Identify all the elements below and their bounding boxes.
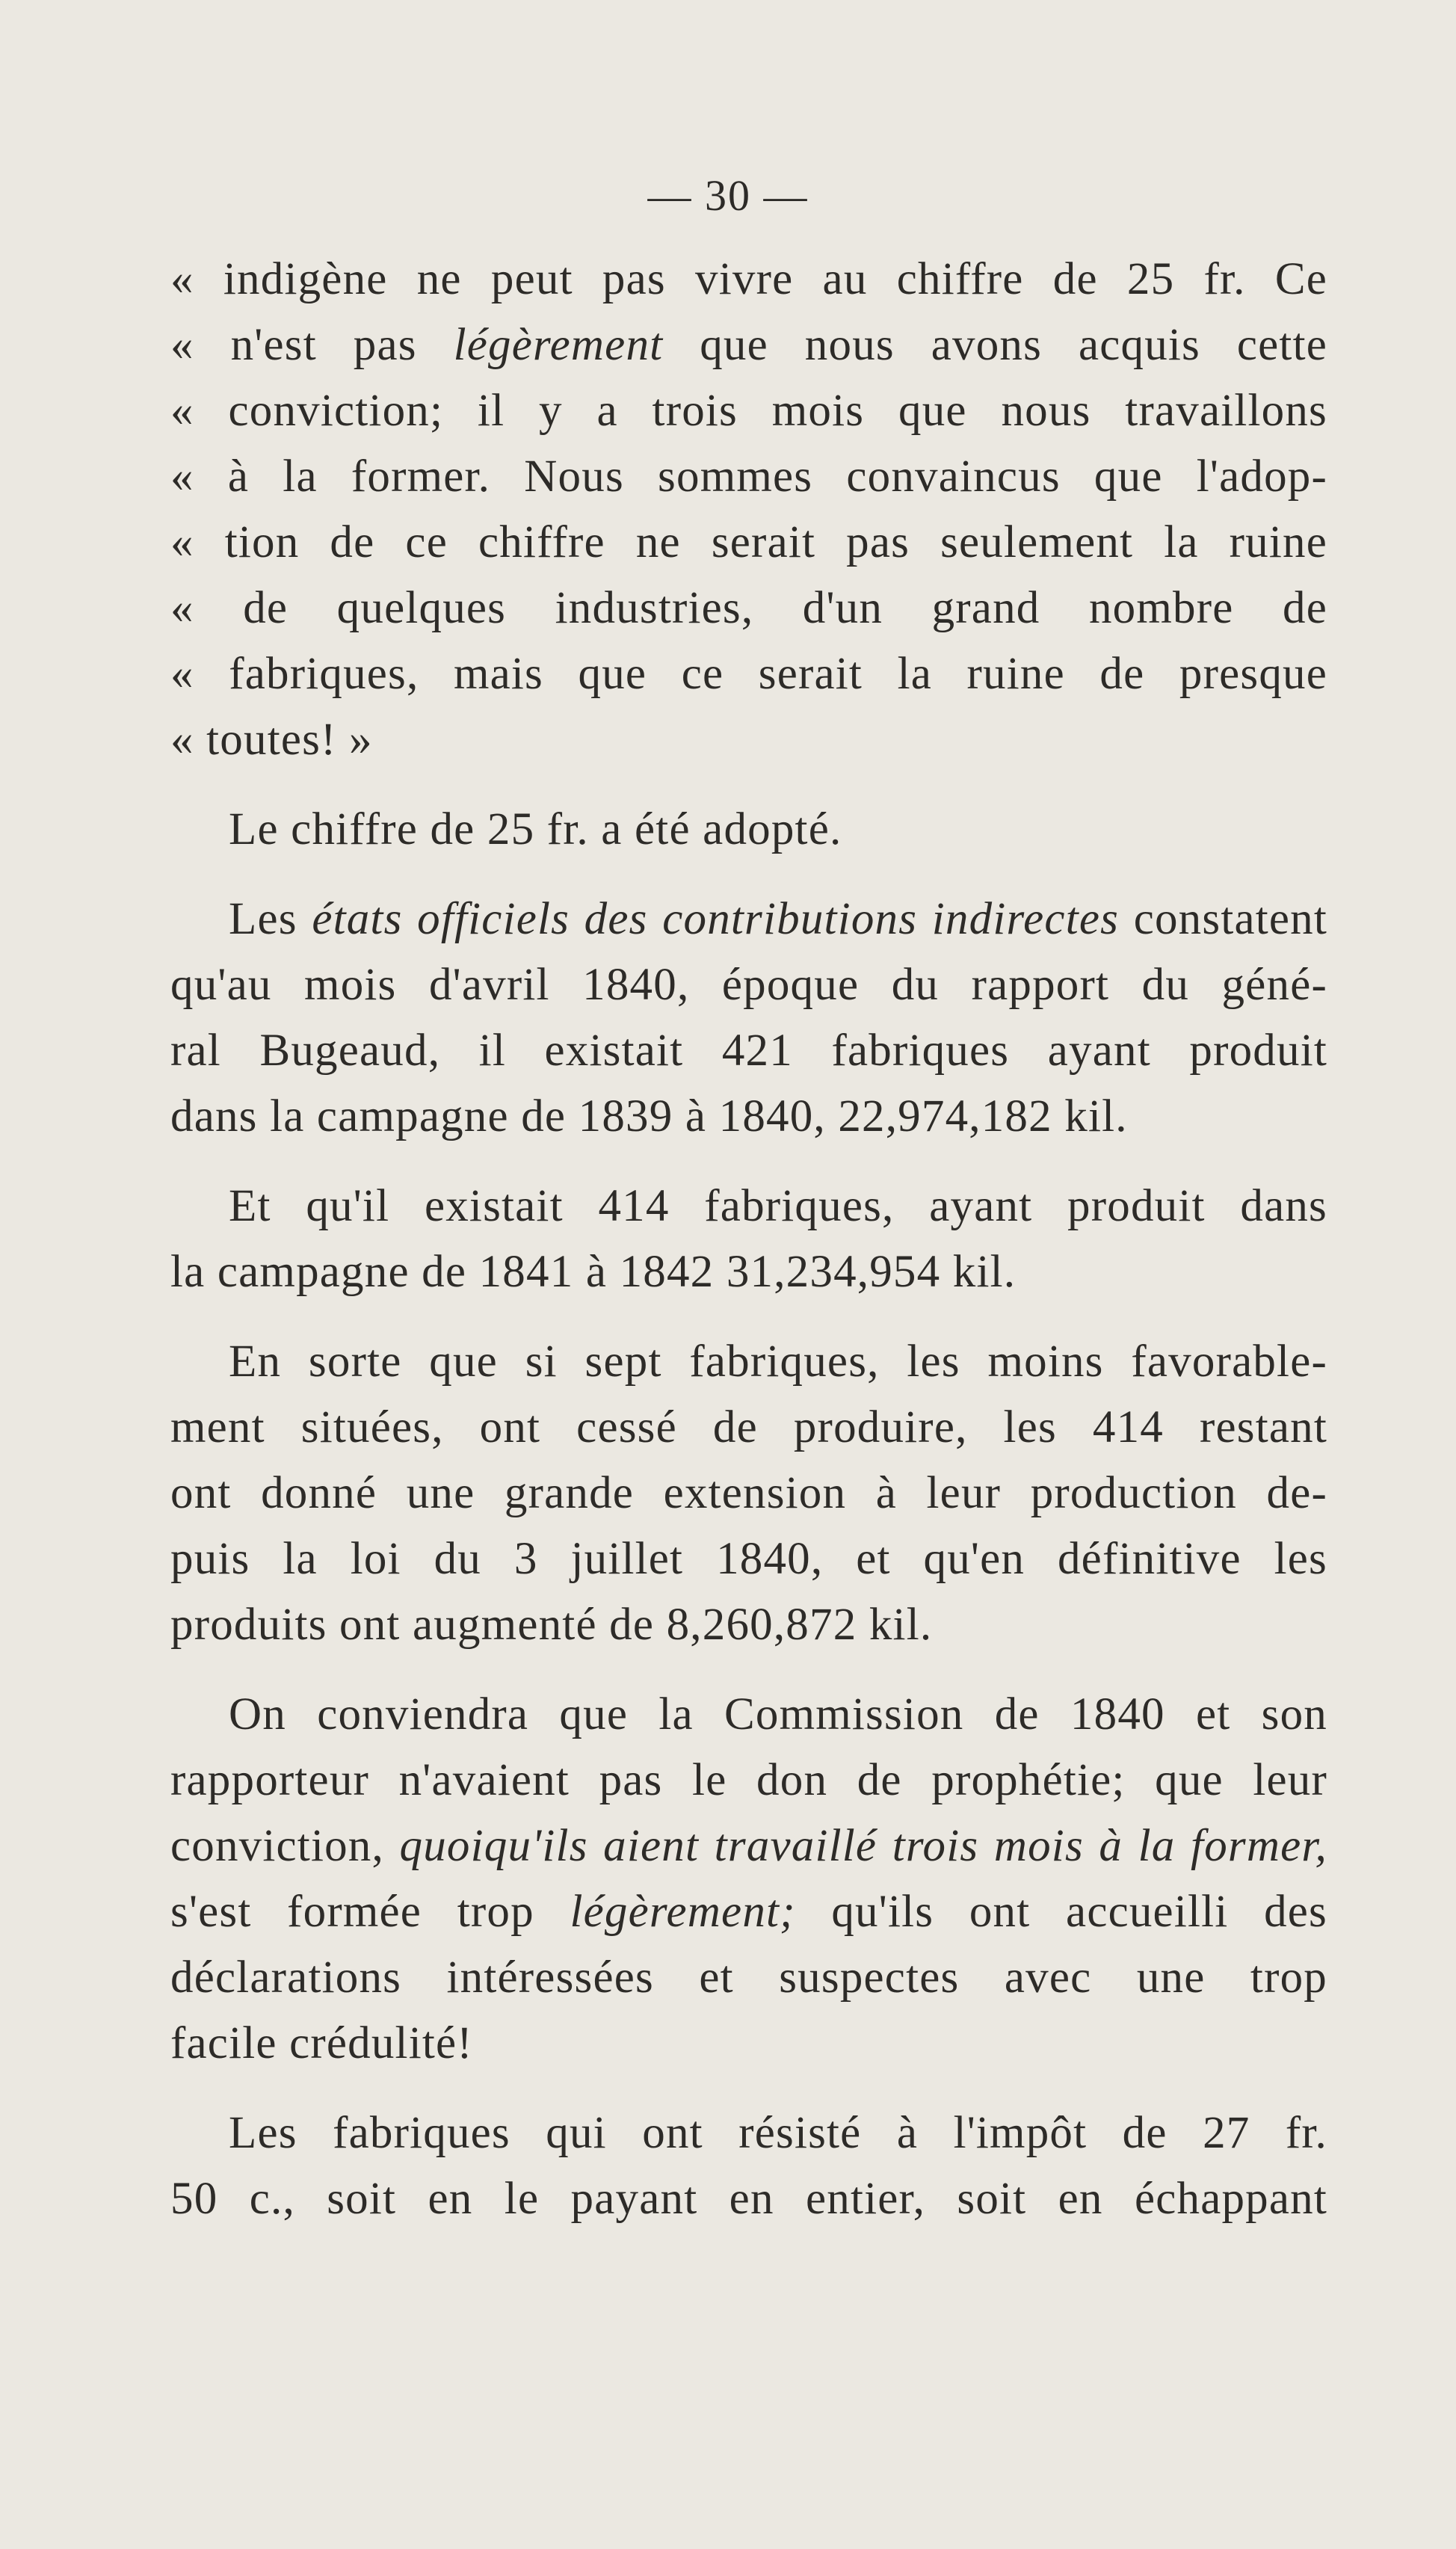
- p5-l4-italic: légèrement;: [570, 1887, 796, 1937]
- paragraph-5-line-4: [170, 1879, 1327, 1945]
- page-number: — 30 —: [647, 171, 809, 220]
- quote-line-7: « fabriques, mais que ce serait la ruine de presque: [170, 649, 1327, 699]
- p2-l1-start: Les: [229, 894, 297, 944]
- paragraph-5-line-5: déclarations intéressées et suspectes avec une trop: [170, 1952, 1327, 2003]
- quote-line-5: « tion de ce chiffre ne serait pas seulement la ruine: [170, 517, 1327, 567]
- paragraph-4-line-4: puis la loi du 3 juillet 1840, et qu'en définitive les: [170, 1534, 1327, 1584]
- paragraph-5-line-2: rapporteur n'avaient pas le don de prophétie; que leur: [170, 1755, 1327, 1805]
- paragraph-4-line-1: En sorte que si sept fabriques, les moins favorable-: [229, 1337, 1327, 1387]
- paragraph-1: Le chiffre de 25 fr. a été adopté.: [229, 804, 842, 854]
- paragraph-3-line-1: Et qu'il existait 414 fabriques, ayant produit dans: [229, 1181, 1327, 1231]
- body-text: [170, 247, 1327, 2232]
- paragraph-5-line-6: facile crédulité!: [170, 2018, 473, 2068]
- paragraph-5-line-3: [170, 1813, 1327, 1879]
- paragraph-3-line-2: la campagne de 1841 à 1842 31,234,954 kil.: [170, 1247, 1017, 1297]
- quote-line-2-italic: légèrement: [453, 320, 664, 370]
- paragraph-2-line-1: [170, 887, 1327, 952]
- p5-l3-italic: quoiqu'ils aient travaillé trois mois à la former,: [399, 1821, 1327, 1871]
- paragraph-2-line-4: dans la campagne de 1839 à 1840, 22,974,182 kil.: [170, 1091, 1128, 1141]
- quote-line-8: « toutes! »: [170, 715, 373, 765]
- paragraph-6-line-1: Les fabriques qui ont résisté à l'impôt de 27 fr.: [229, 2108, 1327, 2158]
- p5-l4-end: qu'ils ont accueilli des: [831, 1887, 1327, 1937]
- paragraph-2-line-3: ral Bugeaud, il existait 421 fabriques ayant produit: [170, 1026, 1327, 1076]
- p5-l4-start: s'est formée trop: [170, 1887, 534, 1937]
- p5-l3-start: conviction,: [170, 1821, 384, 1871]
- quote-line-4: « à la former. Nous sommes convaincus que l'adop-: [170, 451, 1327, 502]
- quote-line-6: « de quelques industries, d'un grand nombre de: [170, 583, 1327, 633]
- quote-line-3: « conviction; il y a trois mois que nous travaillons: [170, 386, 1327, 436]
- paragraph-2-line-2: qu'au mois d'avril 1840, époque du rapport du géné-: [170, 960, 1327, 1010]
- paragraph-4-line-5: produits ont augmenté de 8,260,872 kil.: [170, 1600, 933, 1650]
- p2-l1-end: constatent: [1133, 894, 1327, 944]
- paragraph-6-line-2: 50 c., soit en le payant en entier, soit en échappant: [170, 2174, 1327, 2224]
- p2-l1-italic: états officiels des contributions indirectes: [312, 894, 1120, 944]
- paragraph-5-line-1: On conviendra que la Commission de 1840 et son: [229, 1689, 1327, 1739]
- quote-line-2-start: « n'est pas: [170, 320, 417, 370]
- quote-line-1: « indigène ne peut pas vivre au chiffre de 25 fr. Ce: [170, 254, 1327, 304]
- paragraph-4-line-3: ont donné une grande extension à leur production de-: [170, 1468, 1327, 1518]
- paragraph-4-line-2: ment situées, ont cessé de produire, les 414 restant: [170, 1402, 1327, 1452]
- quote-line-2-end: que nous avons acquis cette: [700, 320, 1327, 370]
- quote-line-2: [170, 312, 1327, 378]
